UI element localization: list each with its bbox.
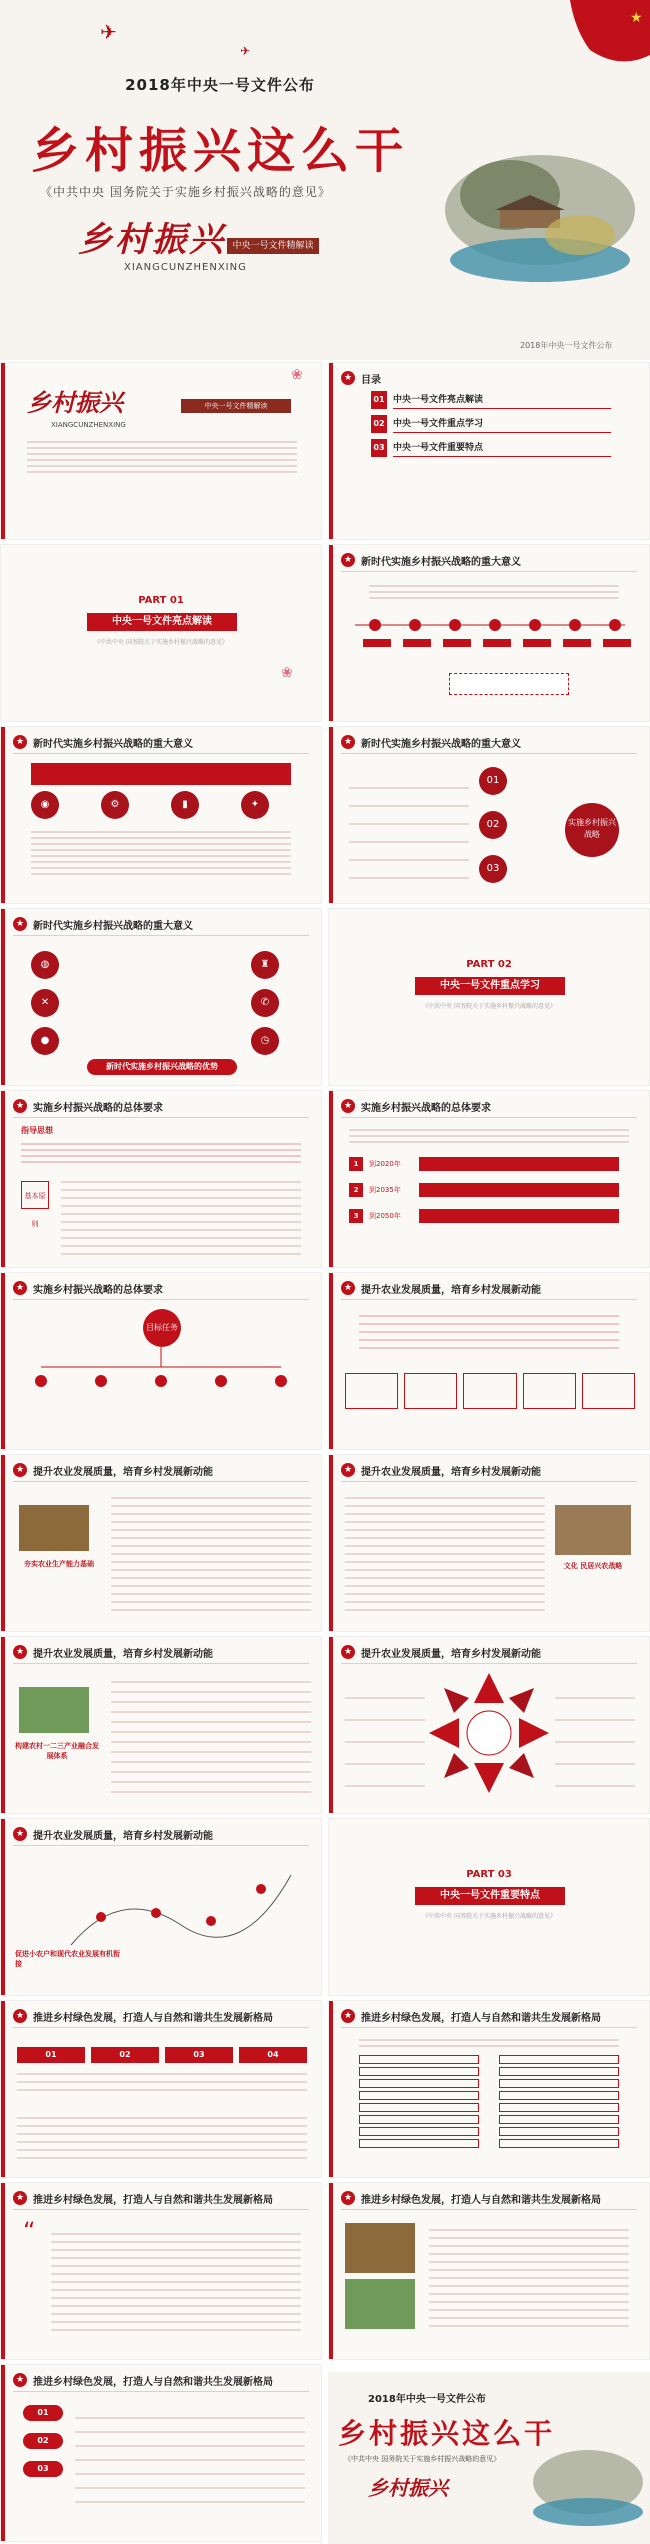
tools-icon: ✕ (31, 989, 59, 1017)
part-title: 中央一号文件亮点解读 (87, 613, 237, 631)
part-title: 中央一号文件重要特点 (415, 1887, 565, 1905)
toc-item-2[interactable] (371, 415, 611, 433)
path-caption: 促进小农户和现代农业发展有机衔接 (15, 1950, 120, 1968)
slide-header: 实施乡村振兴战略的总体要求 (361, 1103, 491, 1114)
step-label: 02 (91, 2047, 159, 2063)
quote-icon: “ (23, 2217, 36, 2245)
emblem-icon: ★ (13, 735, 27, 749)
intro-paragraph (27, 437, 297, 477)
cover-tag: 中央一号文件精解读 (227, 238, 319, 254)
toc-label: 中央一号文件重要特点 (393, 443, 484, 453)
list-right (499, 2055, 619, 2148)
agri-culture-slide (328, 1454, 650, 1632)
photo-caption: 夯实农业生产能力基础 (24, 1560, 94, 1568)
significance-steps-slide (328, 726, 650, 904)
photo-caption: 构建农村一二三产业融合发展体系 (15, 1742, 99, 1760)
goals-list: 1 到2020年 2 到2035年 3 到2050年 (349, 1157, 629, 1231)
part-title: 中央一号文件重点学习 (415, 977, 565, 995)
goal-tree-slide (0, 1272, 322, 1450)
step-circle: 03 (479, 855, 507, 883)
timeline-diagram (345, 605, 635, 665)
cover-pinyin: XIANGCUNZHENXING (124, 262, 247, 273)
emblem-icon: ★ (341, 2191, 355, 2205)
person-icon: ● (31, 1027, 59, 1055)
part-subtitle: 《中共中央 国务院关于实施乡村振兴战略的意见》 (94, 639, 228, 646)
emblem-icon: ★ (341, 735, 355, 749)
slide-header: 实施乡村振兴战略的总体要求 (33, 1285, 163, 1296)
emblem-icon: ★ (13, 1099, 27, 1113)
svg-text:★: ★ (630, 10, 643, 26)
quote-paragraph (359, 1309, 619, 1349)
agri-grain-slide (0, 1454, 322, 1632)
slide-header: 新时代实施乡村振兴战略的重大意义 (361, 557, 521, 568)
number-tag: 01 (23, 2405, 63, 2421)
toc-label: 中央一号文件重点学习 (393, 419, 484, 429)
agri-arrows-slide (328, 1636, 650, 1814)
toc-item-3[interactable] (371, 439, 611, 457)
clock-icon: ◷ (251, 1027, 279, 1055)
photo-placeholder (555, 1505, 631, 1555)
toc-title: 目录 (361, 375, 381, 386)
green-quote-slide (0, 2182, 322, 2360)
green-photos-slide (328, 2182, 650, 2360)
significance-icons-slide (0, 726, 322, 904)
paragraph (555, 1677, 635, 1787)
trophy-icon: ♜ (251, 951, 279, 979)
target-icon: ✦ (241, 791, 269, 819)
part-label: PART 01 (138, 595, 184, 606)
toc-num: 01 (371, 391, 387, 409)
callout-box (449, 673, 569, 695)
wifi-icon: ◉ (31, 791, 59, 819)
paragraph (21, 1139, 301, 1163)
goal-year: 到2020年 (369, 1160, 401, 1168)
part-label: PART 02 (466, 959, 512, 970)
cover-kicker: 2018年中央一号文件公布 (125, 76, 315, 94)
slide-header: 实施乡村振兴战略的总体要求 (33, 1103, 163, 1114)
photo-caption: 文化 民居兴农战略 (563, 1562, 623, 1570)
flower-icon: ❀ (281, 665, 293, 681)
photo-placeholder (345, 2223, 415, 2273)
toc-item-1[interactable] (371, 391, 611, 409)
requirements-principle-slide (0, 1090, 322, 1268)
slide-header: 提升农业发展质量，培育乡村发展新动能 (361, 1467, 541, 1478)
paragraph (51, 2227, 301, 2337)
goal-year: 到2050年 (369, 1212, 401, 1220)
photo-placeholder (345, 2279, 415, 2329)
slide-header: 推进乡村绿色发展，打造人与自然和谐共生发展新格局 (361, 2013, 601, 2024)
part-subtitle: 《中共中央 国务院关于实施乡村振兴战略的意见》 (422, 1003, 556, 1010)
paragraph (75, 2405, 305, 2505)
final-brush: 乡村振兴 (368, 2476, 448, 2500)
flower-icon: ❀ (291, 367, 303, 383)
paragraph (345, 1677, 425, 1787)
landscape-illustration (430, 140, 640, 300)
part-03-slide (328, 1818, 650, 1996)
part-label: PART 03 (466, 1869, 512, 1880)
emblem-icon: ★ (341, 1281, 355, 1295)
intro-pinyin: XIANGCUNZHENXING (51, 421, 126, 429)
paragraph (17, 2111, 307, 2161)
slide-header: 提升农业发展质量，培育乡村发展新动能 (361, 1649, 541, 1660)
photo-placeholder (19, 1505, 89, 1551)
tree-diagram (21, 1347, 301, 1427)
principle-box: 基本原则 (21, 1181, 49, 1209)
slide-header: 新时代实施乡村振兴战略的重大意义 (33, 921, 193, 932)
paragraph (359, 2035, 619, 2049)
cover-title: 乡村振兴这么干 (30, 123, 409, 179)
slide-header: 推进乡村绿色发展，打造人与自然和谐共生发展新格局 (33, 2377, 273, 2388)
emblem-icon: ★ (13, 2373, 27, 2387)
list-left (359, 2055, 479, 2148)
emblem-icon: ★ (13, 2009, 27, 2023)
step-circle: 01 (479, 767, 507, 795)
emblem-icon: ★ (341, 1463, 355, 1477)
paragraph (111, 1673, 311, 1793)
emblem-icon: ★ (13, 1281, 27, 1295)
toc-slide (328, 362, 650, 540)
significance-timeline-slide (328, 544, 650, 722)
paragraph (17, 2067, 307, 2097)
emblem-icon: ★ (13, 2191, 27, 2205)
bird-icon: ✈ (100, 20, 117, 44)
paragraph (111, 1491, 311, 1611)
requirements-goals-slide (328, 1090, 650, 1268)
agri-quality-slide (328, 1272, 650, 1450)
emblem-icon: ★ (341, 2009, 355, 2023)
green-steps-slide (0, 2000, 322, 2178)
brush-title: 乡村振兴 (78, 220, 226, 260)
final-title: 乡村振兴这么干 (338, 2417, 556, 2450)
slide-header: 提升农业发展质量，培育乡村发展新动能 (33, 1649, 213, 1660)
intro-slide (0, 362, 322, 540)
brush-title: 乡村振兴 (27, 388, 123, 417)
advantages-slide (0, 908, 322, 1086)
final-slide (328, 2372, 650, 2544)
step-label: 03 (165, 2047, 233, 2063)
green-list-slide (328, 2000, 650, 2178)
bird-icon: ✈ (240, 44, 251, 58)
landscape-illustration (528, 2442, 648, 2532)
paragraph (369, 581, 619, 601)
part-02-slide (328, 908, 650, 1086)
step-label: 04 (239, 2047, 307, 2063)
goal-year: 到2035年 (369, 1186, 401, 1194)
gear-icon: ⚙ (101, 791, 129, 819)
toc-num: 03 (371, 439, 387, 457)
paragraph (429, 2223, 629, 2333)
advantages-label: 新时代实施乡村振兴战略的优势 (87, 1059, 237, 1075)
agri-industry-slide (0, 1636, 322, 1814)
slide-header: 提升农业发展质量，培育乡村发展新动能 (33, 1831, 213, 1842)
step-circle: 02 (479, 811, 507, 839)
green-numbers-slide (0, 2364, 322, 2542)
number-tag: 03 (23, 2461, 63, 2477)
cover-slide (0, 0, 650, 360)
emblem-icon: ★ (13, 917, 27, 931)
paragraph (345, 1491, 545, 1611)
goal-circle: 目标任务 (143, 1309, 181, 1347)
part-subtitle: 《中共中央 国务院关于实施乡村振兴战略的意见》 (422, 1913, 556, 1920)
flag-icon (560, 0, 650, 70)
globe-icon: ◍ (31, 951, 59, 979)
paragraph (61, 1175, 301, 1255)
intro-tag: 中央一号文件精解读 (181, 399, 291, 413)
emblem-icon: ★ (341, 1099, 355, 1113)
arrows-diagram (429, 1673, 549, 1793)
number-tags (23, 2405, 63, 2477)
slide-header: 提升农业发展质量，培育乡村发展新动能 (33, 1467, 213, 1478)
emblem-icon: ★ (13, 1463, 27, 1477)
cover-footer: 2018年中央一号文件公布 (520, 341, 613, 350)
slide-header: 新时代实施乡村振兴战略的重大意义 (361, 739, 521, 750)
toc-label: 中央一号文件亮点解读 (393, 395, 484, 405)
slide-header: 新时代实施乡村振兴战略的重大意义 (33, 739, 193, 750)
paragraph (31, 827, 291, 877)
number-tag: 02 (23, 2433, 63, 2449)
emblem-icon: ★ (341, 553, 355, 567)
part-01-slide (0, 544, 322, 722)
emblem-icon: ★ (341, 371, 355, 385)
toc-num: 02 (371, 415, 387, 433)
strategy-circle: 实施乡村振兴战略 (565, 803, 619, 857)
emblem-icon: ★ (13, 1645, 27, 1659)
principle-label: 指导思想 (21, 1126, 53, 1135)
steps-row (17, 2047, 307, 2063)
slide-header: 推进乡村绿色发展，打造人与自然和谐共生发展新格局 (33, 2013, 273, 2024)
slide-header: 提升农业发展质量，培育乡村发展新动能 (361, 1285, 541, 1296)
paragraph (349, 771, 469, 881)
banner-box (31, 763, 291, 785)
slide-header: 推进乡村绿色发展，打造人与自然和谐共生发展新格局 (33, 2195, 273, 2206)
final-subtitle: 《中共中央 国务院关于实施乡村振兴战略的意见》 (344, 2455, 501, 2463)
phone-icon: ✆ (251, 989, 279, 1017)
step-label: 01 (17, 2047, 85, 2063)
emblem-icon: ★ (341, 1645, 355, 1659)
paragraph (349, 1125, 629, 1145)
slide-header: 推进乡村绿色发展，打造人与自然和谐共生发展新格局 (361, 2195, 601, 2206)
agri-path-slide (0, 1818, 322, 1996)
emblem-icon: ★ (13, 1827, 27, 1841)
final-kicker: 2018年中央一号文件公布 (368, 2394, 486, 2405)
chart-icon: ▮ (171, 791, 199, 819)
photo-placeholder (19, 1687, 89, 1733)
feature-boxes (345, 1373, 635, 1409)
cover-subtitle: 《中共中央 国务院关于实施乡村振兴战略的意见》 (40, 185, 331, 199)
